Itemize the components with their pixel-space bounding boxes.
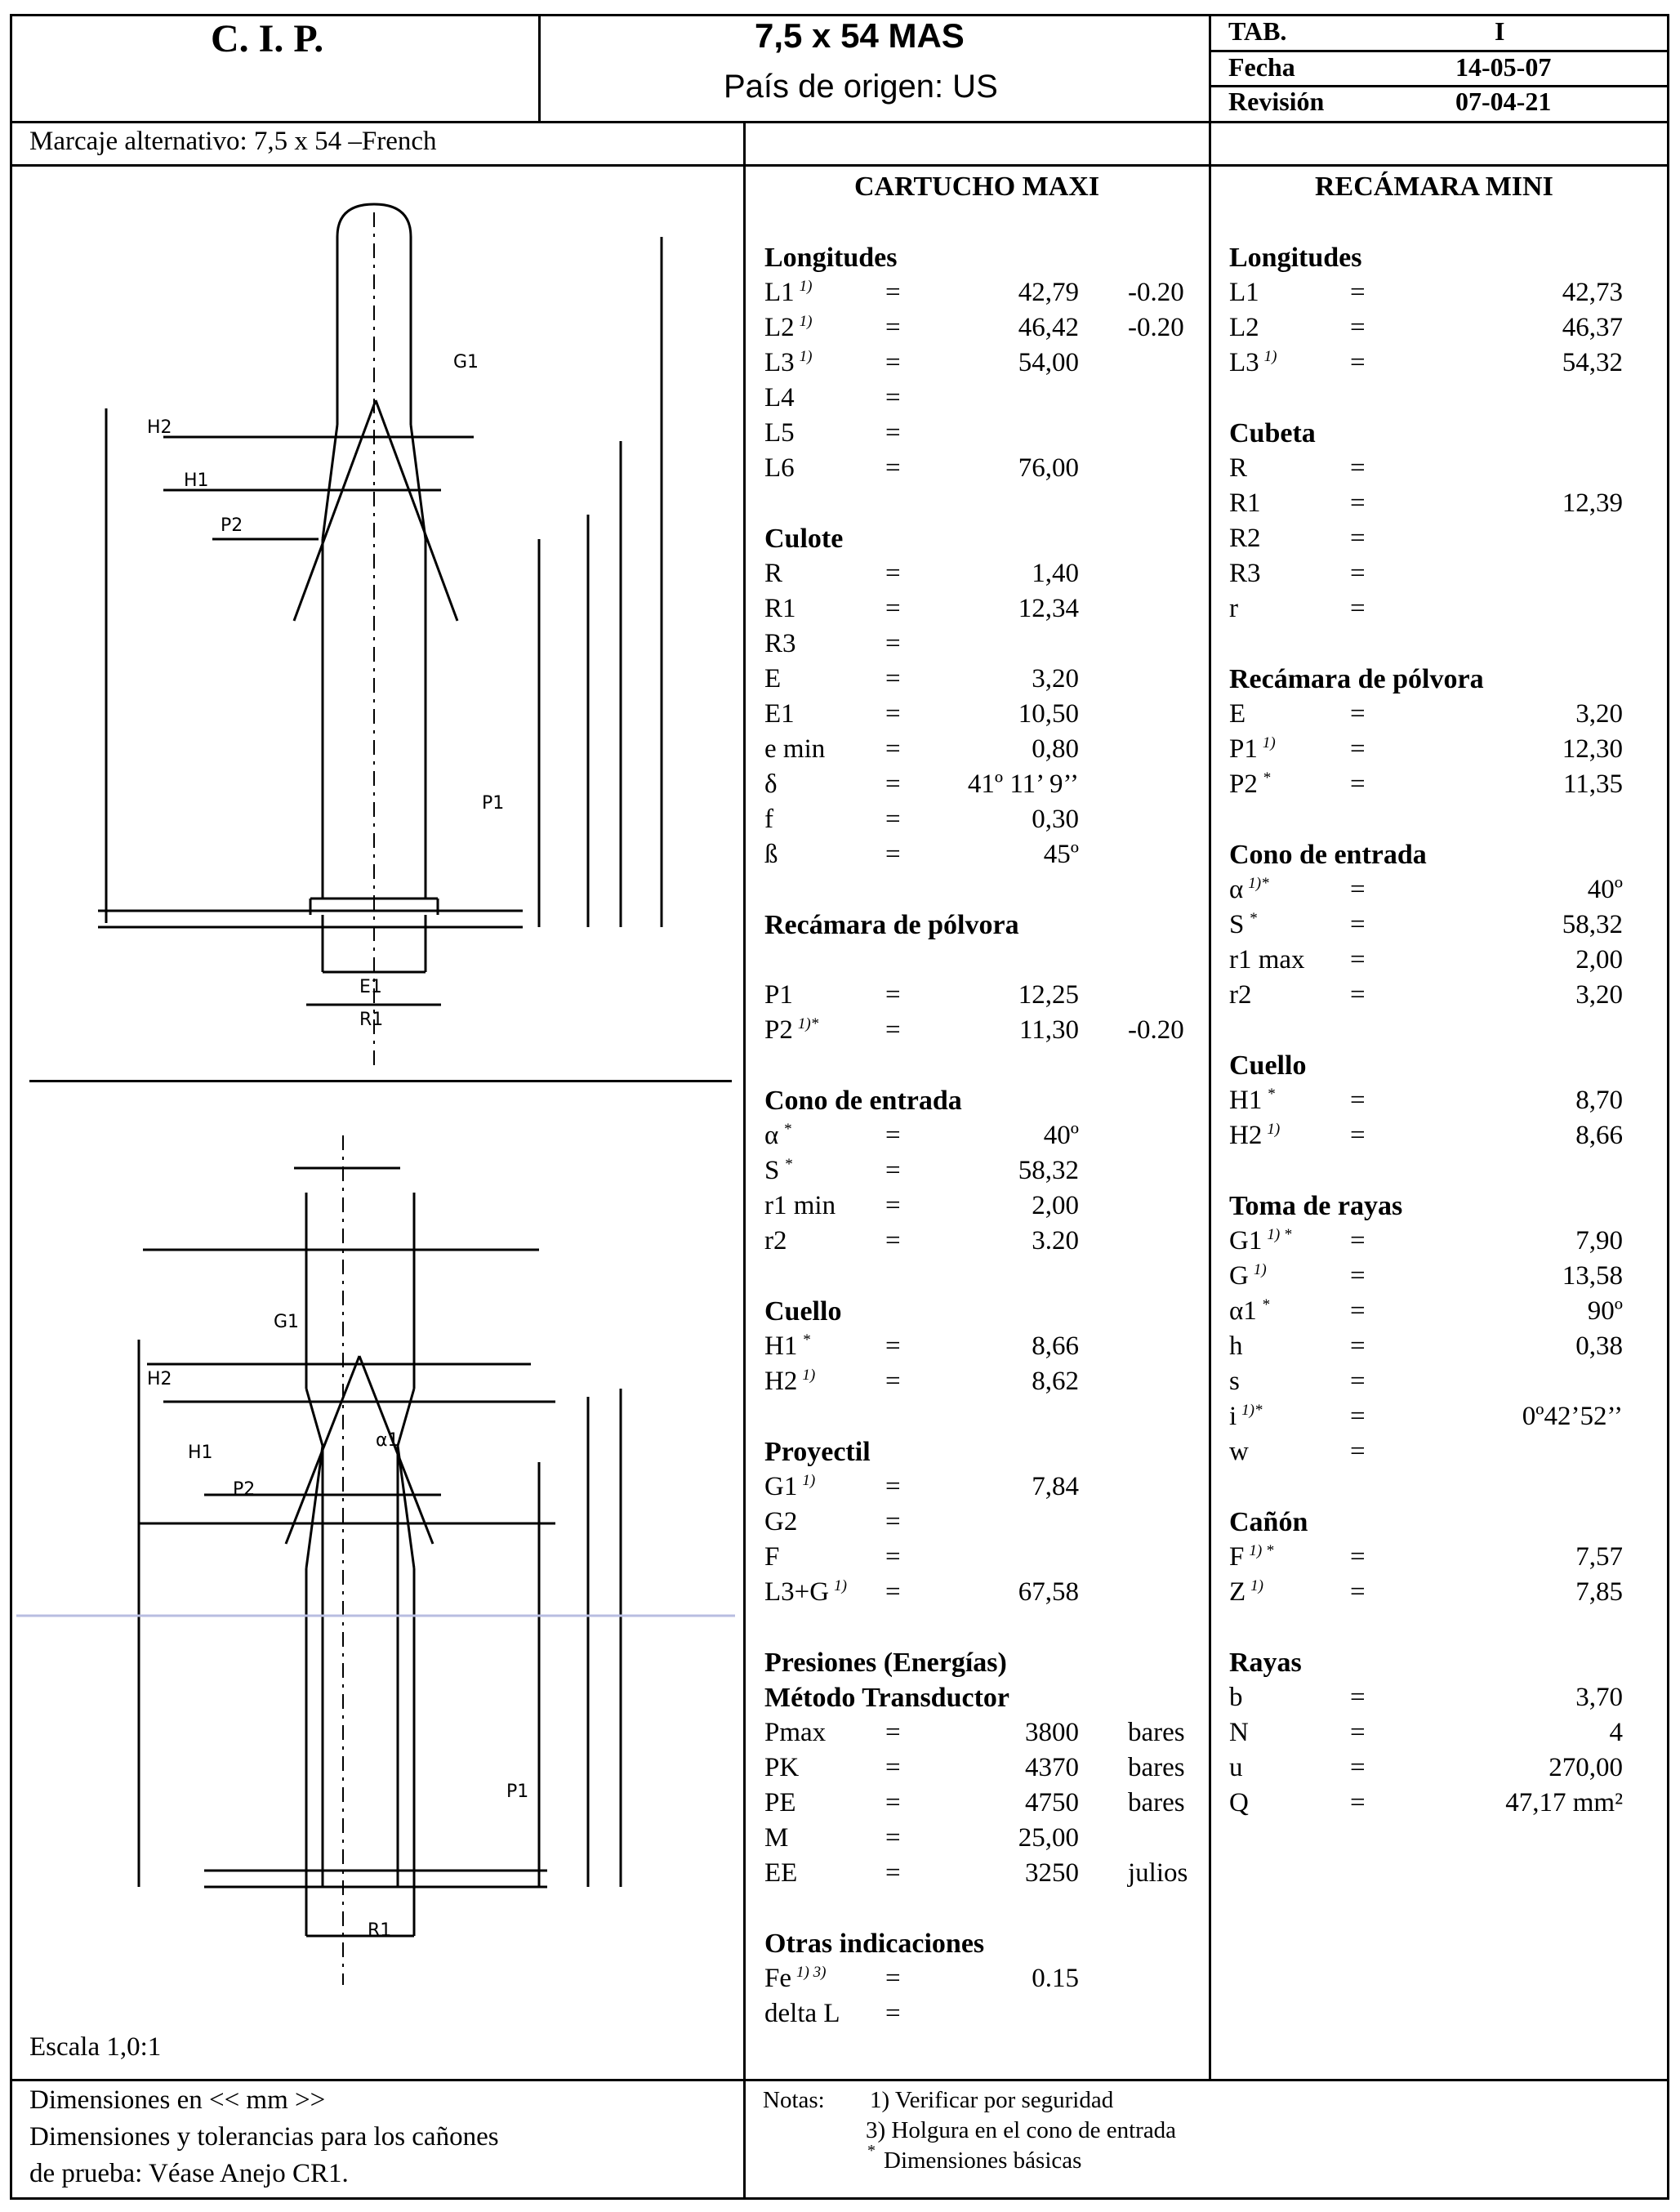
param-name-text: M [764, 1823, 789, 1853]
param-name-text: r2 [1229, 980, 1252, 1010]
param-value: 11,30 [1018, 1015, 1079, 1045]
param-footnote: 1)* [1241, 1402, 1263, 1419]
tab-value: I [1495, 16, 1505, 46]
param-name-text: H2 [1229, 1121, 1263, 1150]
param-equals: = [1350, 1121, 1366, 1150]
param-equals: = [1350, 1226, 1366, 1255]
param-name-text: L3 [1229, 348, 1259, 377]
footer-dim-2: Dimensiones y tolerancias para los cañones [29, 2122, 499, 2152]
note-3: Dimensiones básicas [884, 2147, 1082, 2174]
param-equals: = [1350, 1718, 1366, 1747]
param-name-text: ß [764, 840, 778, 869]
param-name-text: R [1229, 453, 1248, 483]
param-footnote: 1) [1250, 1577, 1263, 1594]
param-value: 11,35 [1562, 769, 1623, 799]
origin-label: País de origen: US [724, 69, 998, 105]
param-equals: = [885, 980, 901, 1010]
param-value: 12,39 [1562, 488, 1623, 518]
param-value: 58,32 [1018, 1156, 1079, 1185]
param-tolerance: -0.20 [1128, 313, 1184, 342]
param-footnote: * [1249, 910, 1257, 927]
param-name-text: L1 [1229, 278, 1259, 307]
recamara-section-title: Cuello [1229, 1050, 1307, 1081]
param-footnote: * [802, 1331, 810, 1349]
param-name-text: delta L [764, 1999, 840, 2028]
param-equals: = [885, 840, 901, 869]
param-equals: = [885, 1226, 901, 1255]
param-equals: = [885, 1858, 901, 1888]
param-equals: = [885, 1542, 901, 1572]
param-value: 54,32 [1562, 348, 1623, 377]
rule-footer-top [10, 2079, 1669, 2081]
param-equals: = [885, 418, 901, 448]
param-footnote: * [1261, 1296, 1270, 1313]
param-name-text: G2 [764, 1507, 798, 1536]
param-footnote: * [1262, 769, 1271, 787]
param-value: 3.20 [1032, 1226, 1079, 1255]
param-footnote: 1) [802, 1472, 816, 1489]
svg-text:G1: G1 [274, 1312, 300, 1332]
param-value: 0º42’52’’ [1522, 1402, 1623, 1431]
param-name-text: G1 [764, 1472, 798, 1501]
param-equals: = [885, 699, 901, 729]
param-footnote: 1) [799, 348, 813, 365]
param-value: 7,90 [1575, 1226, 1623, 1255]
revision-label: Revisión [1228, 87, 1325, 116]
param-value: 76,00 [1018, 453, 1079, 483]
rule-header-v1 [538, 14, 541, 123]
param-name-text: Q [1229, 1788, 1249, 1817]
revision-value: 07-04-21 [1455, 87, 1552, 116]
param-name-text: EE [764, 1858, 798, 1888]
param-name [764, 383, 795, 413]
param-name [1229, 1367, 1240, 1397]
param-equals: = [885, 1156, 901, 1185]
recamara-section-title: Cañón [1229, 1507, 1308, 1537]
param-equals: = [885, 383, 901, 413]
param-equals: = [1350, 278, 1366, 307]
param-equals: = [885, 769, 901, 799]
param-tolerance: bares [1128, 1788, 1185, 1817]
param-tolerance: julios [1128, 1858, 1188, 1888]
param-value: 1,40 [1032, 559, 1079, 588]
param-footnote: 1) * [1267, 1226, 1292, 1243]
param-value: 67,58 [1018, 1577, 1079, 1607]
rule-main-v3 [1209, 14, 1211, 2080]
param-footnote: 1) 3) [796, 1964, 827, 1981]
param-footnote: 1) * [1249, 1542, 1274, 1559]
cartucho-title: CARTUCHO MAXI [854, 172, 1100, 202]
param-value: 54,00 [1018, 348, 1079, 377]
param-equals: = [885, 1788, 901, 1817]
param-name-text: R3 [1229, 559, 1261, 588]
notes-label: Notas: [763, 2087, 825, 2113]
note-3-mark: * [867, 2142, 876, 2160]
param-equals: = [885, 1331, 901, 1361]
rule-main-v2 [743, 121, 746, 2200]
param-value: 12,30 [1562, 734, 1623, 764]
param-value: 46,37 [1562, 313, 1623, 342]
param-name-text: E [1229, 699, 1246, 729]
param-name [764, 629, 796, 659]
param-name-text: E1 [764, 699, 795, 729]
param-value: 3800 [1025, 1718, 1079, 1747]
drawing-divider [29, 1080, 732, 1082]
cartucho-section-title: Presiones (Energías) [764, 1648, 1007, 1678]
param-equals: = [1350, 1261, 1366, 1291]
param-value: 58,32 [1562, 910, 1623, 939]
param-name-text: w [1229, 1437, 1249, 1466]
param-value: 7,57 [1575, 1542, 1623, 1572]
param-name-text: G1 [1229, 1226, 1263, 1255]
param-value: 8,66 [1032, 1331, 1079, 1361]
param-equals: = [885, 1823, 901, 1853]
svg-text:H2: H2 [147, 417, 172, 438]
param-equals: = [885, 559, 901, 588]
cartucho-section-title: Otras indicaciones [764, 1929, 985, 1959]
param-value: 8,62 [1032, 1367, 1079, 1396]
param-equals: = [885, 1015, 901, 1045]
param-value: 13,58 [1562, 1261, 1623, 1291]
param-name-text: R3 [764, 629, 796, 658]
param-value: 90º [1587, 1296, 1623, 1326]
cartucho-section-title: Longitudes [764, 243, 898, 273]
param-name [1229, 594, 1238, 624]
param-name-text: L4 [764, 383, 795, 413]
recamara-title: RECÁMARA MINI [1315, 172, 1553, 202]
param-name-text: L1 [764, 278, 795, 307]
param-name-text: P2 [1229, 769, 1258, 799]
param-equals: = [1350, 453, 1366, 483]
param-name-text: F [764, 1542, 780, 1572]
param-equals: = [1350, 524, 1366, 553]
param-name-text: R1 [1229, 488, 1261, 518]
param-name-text: L3 [764, 348, 795, 377]
param-name-text: P2 [764, 1015, 793, 1045]
param-name-text: i [1229, 1402, 1237, 1431]
param-name [1229, 453, 1247, 484]
param-equals: = [885, 1507, 901, 1536]
param-value: 47,17 mm² [1505, 1788, 1623, 1817]
svg-text:α1: α1 [376, 1430, 399, 1451]
param-name-text: S [764, 1156, 780, 1185]
param-value: 12,34 [1018, 594, 1079, 623]
param-footnote: * [783, 1121, 791, 1138]
param-equals: = [885, 1191, 901, 1220]
param-name-text: R2 [1229, 524, 1261, 553]
param-value: 270,00 [1549, 1753, 1623, 1782]
param-name-text: H1 [1229, 1086, 1263, 1115]
scale-label: Escala 1,0:1 [29, 2032, 162, 2062]
cartucho-section-title: Culote [764, 524, 844, 554]
param-name-text: δ [764, 769, 778, 799]
recamara-section-title: Cono de entrada [1229, 840, 1427, 870]
param-name [764, 1542, 779, 1572]
recamara-section-title: Recámara de pólvora [1229, 664, 1484, 694]
cartucho-section-subtitle: Método Transductor [764, 1683, 1010, 1713]
param-name-text: Fe [764, 1964, 791, 1993]
note-1: 1) Verificar por seguridad [870, 2087, 1114, 2113]
param-equals: = [885, 594, 901, 623]
param-equals: = [885, 278, 901, 307]
param-footnote: 1) [834, 1577, 847, 1594]
param-value: 4 [1609, 1718, 1623, 1747]
param-name-text: u [1229, 1753, 1243, 1782]
tab-label: TAB. [1228, 16, 1287, 46]
param-equals: = [885, 664, 901, 693]
param-name-text: e min [764, 734, 826, 764]
param-name-text: P1 [764, 980, 793, 1010]
alternative-marking: Marcaje alternativo: 7,5 x 54 –French [29, 127, 437, 156]
param-equals: = [1350, 1367, 1366, 1396]
param-name-text: L2 [1229, 313, 1259, 342]
footer-dim-1: Dimensiones en << mm >> [29, 2085, 326, 2115]
param-equals: = [885, 629, 901, 658]
param-name-text: s [1229, 1367, 1240, 1396]
param-value: 40º [1043, 1121, 1079, 1150]
param-name-text: R1 [764, 594, 796, 623]
param-name-text: G [1229, 1261, 1249, 1291]
param-value: 41º 11’ 9’’ [967, 769, 1079, 799]
param-equals: = [1350, 1542, 1366, 1572]
param-name-text: Pmax [764, 1718, 827, 1747]
param-footnote: 1) [1267, 1121, 1281, 1138]
svg-text:P2: P2 [233, 1479, 256, 1500]
param-value: 4370 [1025, 1753, 1079, 1782]
param-equals: = [885, 1718, 901, 1747]
param-name-text: PK [764, 1753, 800, 1782]
param-equals: = [885, 313, 901, 342]
param-value: 45º [1043, 840, 1079, 869]
param-value: 0,30 [1032, 805, 1079, 834]
rule-header-bottom [10, 121, 1669, 123]
param-value: 4750 [1025, 1788, 1079, 1817]
param-equals: = [1350, 1402, 1366, 1431]
param-name-text: α [764, 1121, 779, 1150]
fecha-label: Fecha [1228, 52, 1295, 82]
param-name [764, 418, 795, 448]
svg-text:H1: H1 [188, 1443, 213, 1463]
param-name-text: L3+G [764, 1577, 830, 1607]
param-equals: = [1350, 348, 1366, 377]
param-value: 0.15 [1032, 1964, 1079, 1993]
param-value: 8,70 [1575, 1086, 1623, 1115]
param-equals: = [1350, 699, 1366, 729]
cartucho-section-title: Cono de entrada [764, 1086, 962, 1116]
cartucho-section-title: Recámara de pólvora [764, 910, 1019, 940]
param-value: 3,20 [1032, 664, 1079, 693]
param-equals: = [1350, 910, 1366, 939]
param-equals: = [1350, 945, 1366, 974]
param-tolerance: -0.20 [1128, 1015, 1184, 1045]
param-equals: = [1350, 875, 1366, 904]
param-equals: = [885, 1577, 901, 1607]
param-equals: = [885, 1472, 901, 1501]
param-equals: = [885, 1964, 901, 1993]
param-equals: = [885, 1121, 901, 1150]
param-footnote: * [784, 1156, 792, 1173]
param-value: 7,85 [1575, 1577, 1623, 1607]
cartridge-title: 7,5 x 54 MAS [755, 16, 965, 55]
param-equals: = [1350, 1086, 1366, 1115]
param-equals: = [1350, 769, 1366, 799]
param-equals: = [1350, 1788, 1366, 1817]
svg-text:E1: E1 [359, 977, 382, 997]
svg-text:H2: H2 [147, 1369, 172, 1389]
param-name-text: F [1229, 1542, 1245, 1572]
param-equals: = [1350, 1296, 1366, 1326]
param-name [1229, 559, 1261, 589]
param-name [764, 1507, 797, 1537]
param-value: 40º [1587, 875, 1623, 904]
param-name-text: L5 [764, 418, 795, 448]
param-name-text: r1 max [1229, 945, 1305, 974]
param-value: 12,25 [1018, 980, 1079, 1010]
param-name-text: b [1229, 1683, 1243, 1712]
param-value: 8,66 [1575, 1121, 1623, 1150]
param-value: 2,00 [1032, 1191, 1079, 1220]
param-equals: = [1350, 1331, 1366, 1361]
param-equals: = [1350, 980, 1366, 1010]
svg-text:H1: H1 [184, 470, 209, 491]
svg-text:G1: G1 [453, 352, 479, 372]
param-name-text: L2 [764, 313, 795, 342]
note-2: 3) Holgura en el cono de entrada [866, 2117, 1177, 2143]
param-name-text: r1 min [764, 1191, 836, 1220]
rule-altmark-bottom [10, 164, 1669, 167]
svg-text:P1: P1 [482, 793, 505, 814]
param-value: 0,80 [1032, 734, 1079, 764]
param-footnote: 1) [799, 313, 813, 330]
org-label: C. I. P. [211, 17, 324, 60]
param-equals: = [1350, 734, 1366, 764]
svg-text:P2: P2 [221, 515, 243, 536]
param-footnote: 1) [799, 278, 813, 295]
recamara-section-title: Toma de rayas [1229, 1191, 1403, 1221]
param-equals: = [1350, 1683, 1366, 1712]
param-equals: = [885, 805, 901, 834]
param-value: 7,84 [1032, 1472, 1079, 1501]
param-name-text: h [1229, 1331, 1243, 1361]
param-name-text: α [1229, 875, 1244, 904]
param-tolerance: bares [1128, 1718, 1185, 1747]
param-footnote: 1) [1262, 734, 1276, 751]
param-value: 10,50 [1018, 699, 1079, 729]
param-equals: = [1350, 559, 1366, 588]
param-equals: = [1350, 313, 1366, 342]
param-footnote: 1) [802, 1367, 816, 1384]
footer-dim-3: de prueba: Véase Anejo CR1. [29, 2159, 349, 2188]
param-value: 3250 [1025, 1858, 1079, 1888]
param-name [1229, 524, 1261, 554]
param-footnote: 1) [1253, 1261, 1267, 1278]
svg-text:P1: P1 [506, 1782, 529, 1802]
param-equals: = [885, 1367, 901, 1396]
param-name-text: H1 [764, 1331, 798, 1361]
param-name-text: Z [1229, 1577, 1246, 1607]
param-name [764, 1999, 840, 2029]
svg-text:R1: R1 [368, 1920, 392, 1941]
param-name-text: R [764, 559, 783, 588]
param-equals: = [1350, 1577, 1366, 1607]
param-value: 3,70 [1575, 1683, 1623, 1712]
param-name-text: r [1229, 594, 1238, 623]
param-value: 42,73 [1562, 278, 1623, 307]
param-equals: = [1350, 594, 1366, 623]
param-footnote: 1)* [797, 1015, 819, 1032]
param-equals: = [885, 348, 901, 377]
param-equals: = [885, 1999, 901, 2028]
param-equals: = [885, 453, 901, 483]
param-name-text: α1 [1229, 1296, 1257, 1326]
param-equals: = [1350, 1753, 1366, 1782]
param-equals: = [885, 1753, 901, 1782]
recamara-section-title: Cubeta [1229, 418, 1316, 448]
recamara-section-title: Longitudes [1229, 243, 1362, 273]
param-name-text: H2 [764, 1367, 798, 1396]
chamber-drawing [16, 1119, 735, 1985]
param-footnote: 1)* [1248, 875, 1269, 892]
param-footnote: 1) [1263, 348, 1277, 365]
param-value: 3,20 [1575, 980, 1623, 1010]
param-equals: = [885, 734, 901, 764]
param-tolerance: -0.20 [1128, 278, 1184, 307]
param-name-text: P1 [1229, 734, 1258, 764]
param-value: 25,00 [1018, 1823, 1079, 1853]
svg-text:R1: R1 [359, 1010, 384, 1030]
param-name-text: f [764, 805, 773, 834]
param-equals: = [1350, 1437, 1366, 1466]
param-value: 0,38 [1575, 1331, 1623, 1361]
cartridge-drawing [16, 188, 735, 1086]
param-name-text: N [1229, 1718, 1249, 1747]
param-tolerance: bares [1128, 1753, 1185, 1782]
param-value: 42,79 [1018, 278, 1079, 307]
cartucho-section-title: Proyectil [764, 1437, 871, 1467]
param-name-text: E [764, 664, 782, 693]
param-name-text: S [1229, 910, 1245, 939]
param-name-text: r2 [764, 1226, 787, 1255]
cartucho-section-title: Cuello [764, 1296, 842, 1327]
param-equals: = [1350, 488, 1366, 518]
param-name [1229, 1437, 1249, 1467]
param-name-text: L6 [764, 453, 795, 483]
param-value: 2,00 [1575, 945, 1623, 974]
param-footnote: * [1267, 1086, 1275, 1103]
recamara-section-title: Rayas [1229, 1648, 1302, 1678]
fecha-value: 14-05-07 [1455, 52, 1552, 82]
param-value: 3,20 [1575, 699, 1623, 729]
param-value: 46,42 [1018, 313, 1079, 342]
param-name-text: PE [764, 1788, 796, 1817]
